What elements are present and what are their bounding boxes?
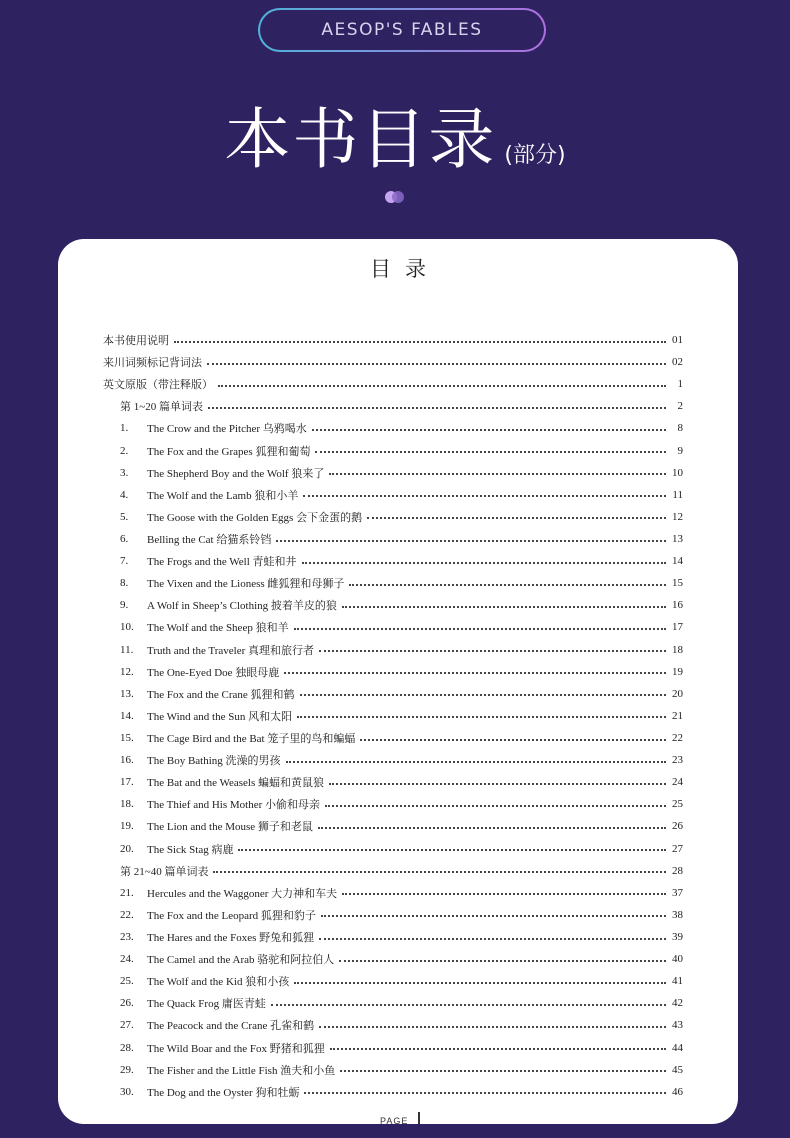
toc-row-number: 8. [120,577,129,590]
toc-row[interactable] [103,1081,683,1103]
toc-row-page: 25 [672,798,683,811]
toc-row-leader [207,363,666,365]
toc-row-page: 27 [672,842,683,855]
toc-row[interactable] [103,462,683,484]
toc-row-page: 26 [672,820,683,833]
toc-row[interactable] [103,572,683,594]
toc-row-number: 16. [120,754,134,767]
toc-row-title: The Wolf and the Kid 狼和小孩 [147,976,290,989]
toc-row-title: A Wolf in Sheep’s Clothing 披着羊皮的狼 [147,600,337,613]
series-label-pill [258,8,546,52]
toc-row[interactable] [103,683,683,705]
toc-row-leader [302,562,666,564]
toc-row-page: 41 [672,975,683,988]
toc-row-title: The Wolf and the Lamb 狼和小羊 [147,489,299,502]
toc-row-leader [342,606,666,608]
toc-row-leader [284,672,666,674]
page-footer-text: PAGE [380,1116,409,1124]
toc-row-title: The Wind and the Sun 风和太阳 [147,710,293,723]
toc-row-page: 40 [672,953,683,966]
toc-row-page: 17 [672,621,683,634]
toc-row-number: 20. [120,842,134,855]
toc-row-number: 6. [120,533,129,546]
toc-row-number: 29. [120,1063,134,1076]
toc-row[interactable] [103,1014,683,1036]
toc-row[interactable] [103,528,683,550]
toc-row-leader [325,805,666,807]
toc-row-title: Hercules and the Waggoner 大力神和车夫 [147,887,338,900]
toc-row-number: 11. [120,643,134,656]
toc-row-page: 43 [672,1019,683,1032]
toc-row[interactable] [103,594,683,616]
toc-row[interactable] [103,440,683,462]
toc-row-page: 39 [672,931,683,943]
toc-row-number: 13. [120,687,134,700]
toc-row-number: 22. [120,908,134,921]
toc-row[interactable] [103,815,683,837]
toc-row-number: 26. [120,997,134,1010]
toc-row-title: The Crow and the Pitcher 乌鸦喝水 [147,423,307,436]
toc-row[interactable] [103,838,683,860]
toc-row-leader [286,761,666,763]
toc-row-page: 16 [672,599,683,612]
toc-row-page: 01 [672,334,683,347]
toc-row-leader [312,429,666,431]
toc-row-leader [218,385,666,387]
toc-row-page: 23 [672,754,683,767]
toc-row[interactable] [103,1037,683,1059]
toc-row-leader [304,1092,666,1094]
toc-row-title: The Fox and the Grapes 狐狸和葡萄 [147,445,311,458]
toc-row-title: The Quack Frog 庸医青蛙 [147,998,266,1011]
page-title-main: 本书目录 [224,101,497,178]
toc-row-leader [342,893,666,895]
toc-row-title: The Hares and the Foxes 野兔和狐狸 [147,932,315,944]
decorative-dots-icon [385,191,409,203]
toc-row[interactable] [103,992,683,1014]
toc-row-title: The Shepherd Boy and the Wolf 狼来了 [147,467,325,480]
toc-row-number: 17. [120,776,134,789]
toc-row[interactable] [103,417,683,439]
toc-row-title: The Peacock and the Crane 孔雀和鹤 [147,1020,315,1033]
toc-row-title: The Vixen and the Lioness 雌狐狸和母狮子 [147,578,345,591]
toc-row-leader [208,407,666,409]
toc-row-title: Belling the Cat 给猫系铃铛 [147,534,272,547]
toc-row[interactable] [103,948,683,970]
toc-row-title: Truth and the Traveler 真理和旅行者 [147,644,315,657]
toc-row-title: The Bat and the Weasels 蝙蝠和黄鼠狼 [147,777,325,790]
toc-row-leader [213,871,666,873]
toc-row-leader [340,1070,666,1072]
toc-row-title: The Lion and the Mouse 狮子和老鼠 [147,821,313,834]
toc-row-page: 1 [677,378,683,391]
toc-row-leader [319,938,666,940]
toc-row[interactable] [103,727,683,749]
toc-row[interactable] [103,860,683,882]
toc-row-number: 15. [120,732,134,745]
toc-row-leader [329,783,666,785]
toc-row-title: 本书使用说明 [103,335,169,348]
toc-card [58,239,738,1124]
toc-row-number: 27. [120,1019,134,1032]
toc-row-page: 24 [672,776,683,789]
toc-row-page: 8 [677,422,683,435]
page-footer [380,1112,420,1124]
toc-row-number: 30. [120,1085,134,1098]
toc-row-number: 5. [120,510,129,523]
toc-row-page: 38 [672,908,683,921]
series-label: AESOP'S FABLES [321,20,483,40]
toc-row-page: 19 [672,665,683,678]
toc-row-page: 15 [672,577,683,590]
toc-row-leader [319,1026,666,1028]
toc-row-leader [318,827,666,829]
toc-row-page: 45 [672,1063,683,1076]
toc-row-page: 42 [672,997,683,1010]
toc-row-page: 46 [672,1085,683,1098]
toc-row-page: 44 [672,1041,683,1054]
toc-row-title: 英文原版（带注释版） [103,379,213,392]
toc-row-page: 14 [672,555,683,568]
toc-row[interactable] [103,882,683,904]
toc-row-leader [303,495,666,497]
dot-dark-icon [392,191,404,203]
toc-row-page: 20 [672,687,683,700]
toc-row-page: 37 [672,886,683,899]
toc-row-number: 25. [120,975,134,988]
toc-list [103,329,683,1103]
toc-row-title: The Thief and His Mother 小偷和母亲 [147,799,321,812]
toc-row-leader [174,341,666,343]
toc-row-number: 23. [120,931,134,943]
toc-row-number: 7. [120,555,129,568]
toc-row-title: The Fox and the Crane 狐狸和鹤 [147,688,295,701]
toc-row-title: The Goose with the Golden Eggs 会下金蛋的鹅 [147,511,363,524]
toc-row[interactable] [103,705,683,727]
toc-row-number: 24. [120,953,134,966]
toc-row-title: The Camel and the Arab 骆驼和阿拉伯人 [147,954,335,967]
toc-row-leader [315,451,666,453]
toc-row-title: The Wild Boar and the Fox 野猪和狐狸 [147,1042,325,1055]
toc-row-number: 1. [120,422,129,435]
toc-row-number: 14. [120,709,134,722]
toc-row[interactable] [103,970,683,992]
toc-row[interactable] [103,616,683,638]
toc-row-number: 21. [120,886,134,899]
toc-row-leader [238,849,666,851]
toc-row-leader [297,716,666,718]
toc-row-number: 10. [120,621,134,634]
toc-row-title: The Fisher and the Little Fish 渔夫和小鱼 [147,1064,336,1077]
toc-row-number: 12. [120,665,134,678]
toc-row-page: 2 [677,400,683,413]
toc-row[interactable] [103,661,683,683]
toc-row-title: The Fox and the Leopard 狐狸和豹子 [147,909,316,922]
toc-row-leader [294,982,666,984]
toc-row[interactable] [103,639,683,661]
toc-row-leader [339,960,666,962]
toc-row-title: The Frogs and the Well 青蛙和井 [147,556,297,569]
toc-row-leader [294,628,666,630]
toc-row-leader [349,584,666,586]
toc-row-leader [276,540,666,542]
toc-row-number: 19. [120,820,134,833]
toc-row-title: 第 1~20 篇单词表 [120,401,203,414]
toc-row-number: 18. [120,798,134,811]
toc-row-leader [367,517,666,519]
toc-row-page: 10 [672,466,683,479]
toc-row-title: The One-Eyed Doe 独眼母鹿 [147,666,280,679]
toc-row-leader [321,915,666,917]
toc-row-number: 2. [120,444,129,457]
toc-row-page: 13 [672,533,683,546]
toc-row[interactable] [103,904,683,926]
toc-row-number: 28. [120,1041,134,1054]
toc-row[interactable] [103,395,683,417]
toc-row-title: The Dog and the Oyster 狗和牡蛎 [147,1086,300,1099]
toc-row-title: The Wolf and the Sheep 狼和羊 [147,622,289,635]
toc-row-number: 3. [120,466,129,479]
toc-row-page: 22 [672,732,683,745]
toc-row-title: 来川词频标记背词法 [103,357,202,370]
toc-row[interactable] [103,1059,683,1081]
toc-row-page: 21 [672,709,683,722]
toc-row-leader [330,1048,666,1050]
toc-row[interactable] [103,373,683,395]
toc-row-leader [319,650,666,652]
toc-row[interactable] [103,749,683,771]
toc-row-title: The Sick Stag 病鹿 [147,843,234,856]
toc-row-title: The Cage Bird and the Bat 笼子里的鸟和蝙蝠 [147,733,356,746]
toc-row[interactable] [103,926,683,948]
toc-row-leader [271,1004,666,1006]
toc-row-leader [360,739,666,741]
page-footer-bar-icon [418,1112,420,1124]
toc-row[interactable] [103,506,683,528]
toc-row[interactable] [103,793,683,815]
toc-row-page: 02 [672,356,683,369]
toc-row-leader [329,473,666,475]
toc-row-leader [300,694,666,696]
page-title-suffix: (部分) [504,143,566,168]
toc-row[interactable] [103,550,683,572]
page-title [0,86,790,181]
toc-row-number: 9. [120,599,129,612]
toc-row-number: 4. [120,488,129,501]
toc-row[interactable] [103,484,683,506]
toc-row[interactable] [103,351,683,373]
toc-row-page: 9 [677,444,683,457]
toc-row-page: 11 [672,488,683,501]
toc-row[interactable] [103,329,683,351]
toc-row-page: 28 [672,864,683,877]
toc-row-page: 12 [672,510,683,523]
toc-row[interactable] [103,771,683,793]
toc-row-title: 第 21~40 篇单词表 [120,865,209,878]
toc-heading: 目录 [370,257,440,281]
toc-row-page: 18 [672,643,683,656]
toc-row-title: The Boy Bathing 洗澡的男孩 [147,755,281,768]
